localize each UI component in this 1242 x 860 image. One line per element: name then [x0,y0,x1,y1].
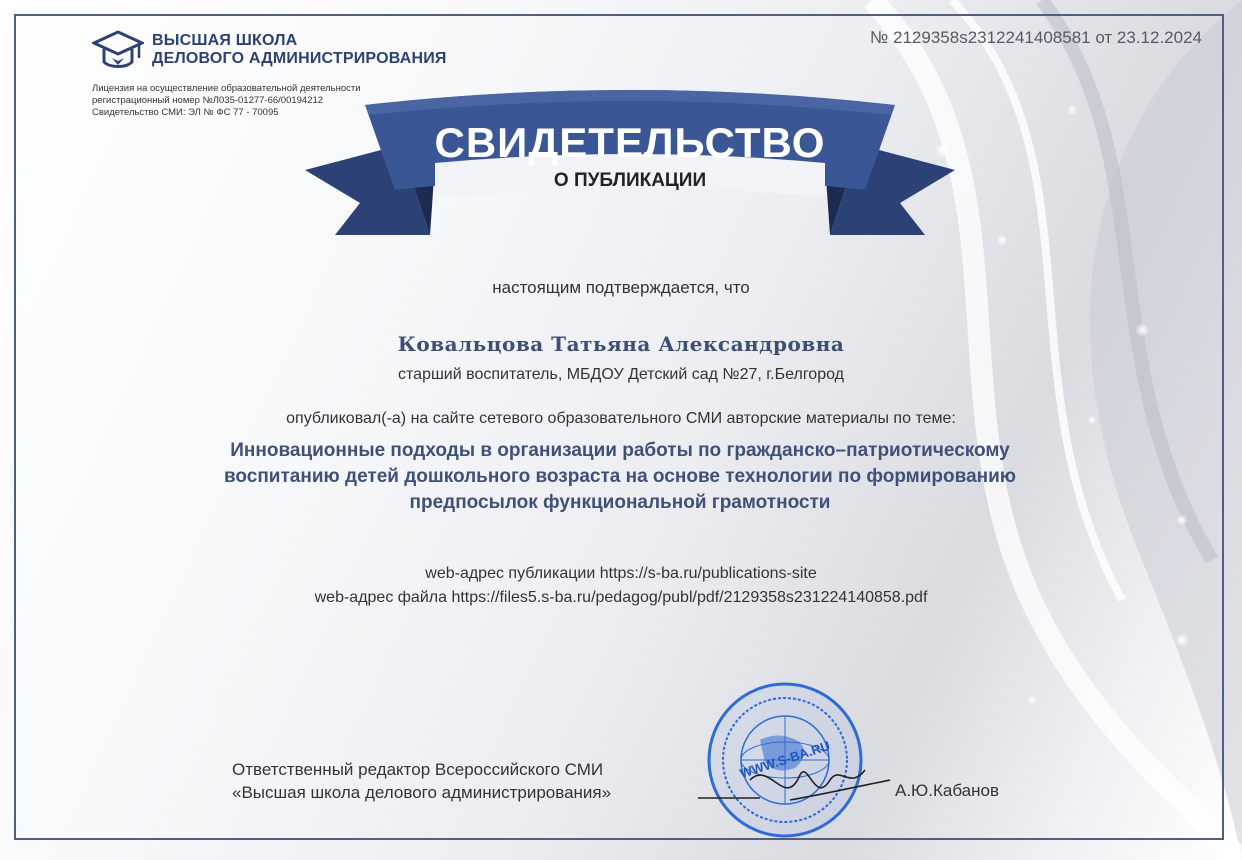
editor-block [232,758,611,804]
editor-org: «Высшая школа делового администрирования» [232,783,612,802]
publication-theme: Инновационные подходы в организации работы по гражданско–патриотическому воспитанию детей дошкольного возраста на основе технологии по формированию предпосылок функциональной грамотности [223,440,1017,513]
org-name-line2: ДЕЛОВОГО АДМИНИСТРИРОВАНИЯ [152,50,447,67]
stamp-text: WWW.S-BA.RU [737,737,832,782]
editor-title: Ответственный редактор Всероссийского СМИ [232,760,604,779]
org-name [152,32,482,68]
recipient-name: Ковальцова Татьяна Александровна [397,332,845,356]
registration-line: регистрационный номер №Л035-01277-66/00194212 [92,95,324,106]
signer-name: А.Ю.Кабанов [895,781,999,800]
file-web-address: web-адрес файла https://files5.s-ba.ru/pedagog/publ/pdf/2129358s231224140858.pdf [314,589,928,606]
confirmation-text: настоящим подтверждается, что [492,278,750,297]
media-certificate-line: Свидетельство СМИ: ЭЛ № ФС 77 - 70095 [92,107,279,118]
ribbon-title: СВИДЕТЕЛЬСТВО [434,119,826,166]
ribbon-subtitle: О ПУБЛИКАЦИИ [553,170,707,191]
graduation-cap-icon [92,30,144,72]
publication-web-address: web-адрес публикации https://s-ba.ru/publications-site [425,565,817,582]
recipient-position: старший воспитатель, МБДОУ Детский сад №27, г.Белгород [398,366,844,383]
publication-statement: опубликовал(-а) на сайте сетевого образовательного СМИ авторские материалы по теме: [286,410,956,427]
org-name-line1: ВЫСШАЯ ШКОЛА [152,32,298,49]
title-ribbon [305,85,955,255]
certificate-number: № 2129358s2312241408581 от 23.12.2024 [870,28,1202,47]
license-line: Лицензия на осуществление образовательной деятельности [92,83,361,94]
signature [690,750,900,820]
